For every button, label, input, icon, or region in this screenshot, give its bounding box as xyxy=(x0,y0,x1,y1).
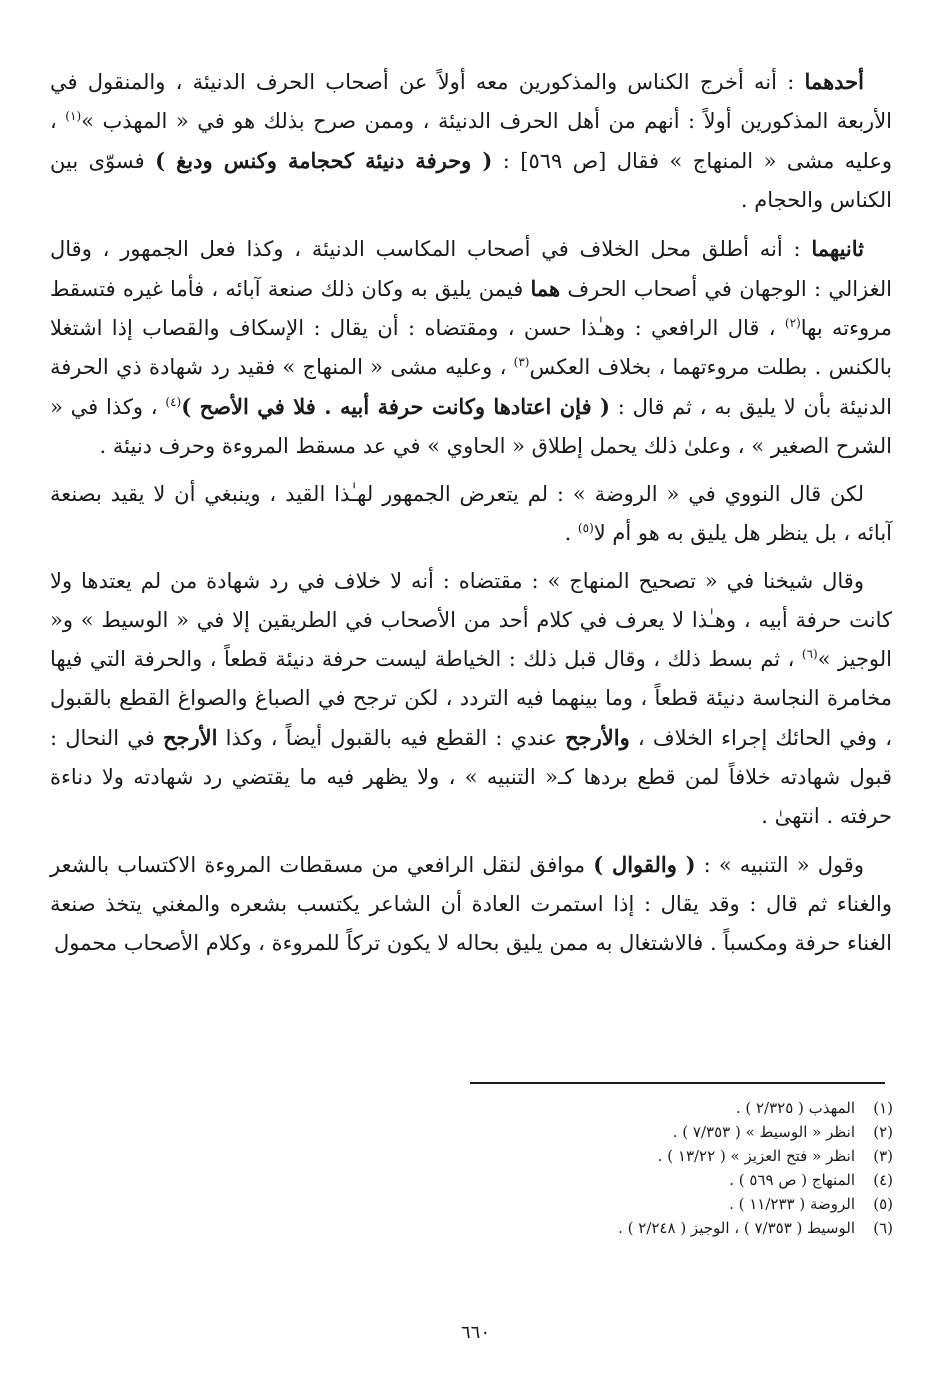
footnote-ref: (٣) xyxy=(513,355,530,369)
text-run: فسوّى بين الكناس والحجام . xyxy=(50,149,892,212)
footnote-ref: (٤) xyxy=(165,395,182,409)
bold-text: أحدهما xyxy=(804,69,864,94)
bold-text: ( فإن اعتادها وكانت حرفة أبيه . فلا في الأصح ) xyxy=(181,394,610,419)
page-number: ٦٦٠ xyxy=(460,1322,490,1343)
footnote-text: انظر « فتح العزيز » ( ١٣/٢٢ ) . xyxy=(657,1147,855,1165)
text-run: ، وعليه مشى « المنهاج » فقال [ص ٥٦٩] : xyxy=(50,109,893,173)
footnote-text: الوسيط ( ٧/٣٥٣ ) ، الوجيز ( ٢/٢٤٨ ) . xyxy=(618,1219,855,1237)
footnote xyxy=(393,1168,893,1192)
text-run: لكن قال النووي في « الروضة » : لم يتعرض الجمهور لهـٰذا القيد ، وينبغي أن لا يقيد بصنعة آبائه ، بل ينظر هل يليق به هو أم لا xyxy=(50,482,892,545)
paragraph xyxy=(50,845,892,963)
text-run: ، وعليه مشى « المنهاج » فقيد رد شهادة ذي الحرفة الدنيئة بأن لا يليق به ، ثم قال : xyxy=(50,355,893,419)
text-run: موافق لنقل الرافعي من مسقطات المروءة الاكتساب بالشعر والغناء ثم قال : وقد يقال : إذا استمرت العادة أن الشاعر يكتسب بشعره والمغني يتخذ صنعة الغناء حرفة ومكسباً . فالاشتغال به ممن يليق بحاله لا يكون تركاً للمروءة ، وكلام الأصحاب محمول xyxy=(50,853,892,955)
footnote-number: (٣) xyxy=(873,1147,893,1165)
footnote-text: المنهاج ( ص ٥٦٩ ) . xyxy=(729,1171,855,1189)
text-run: : أنه أطلق محل الخلاف في أصحاب المكاسب الدنيئة ، وكذا فعل الجمهور ، وقال الغزالي : الوجهان في أصحاب الحرف xyxy=(50,237,893,301)
text-run: : أنه أخرج الكناس والمذكورين معه أولاً عن أصحاب الحرف الدنيئة ، والمنقول في الأربعة المذكورين أولاً : أنهم من أهل الحرف الدنيئة ، وممن صرح بذلك هو في « المهذب » xyxy=(50,70,892,133)
bold-text: ( وحرفة دنيئة كحجامة وكنس ودبغ ) xyxy=(155,148,493,173)
main-text xyxy=(50,62,892,972)
footnote xyxy=(393,1144,893,1168)
footnote-text: الروضة ( ١١/٢٣٣ ) . xyxy=(729,1195,855,1213)
footnote-text: المهذب ( ٢/٣٢٥ ) . xyxy=(735,1099,855,1117)
footnote-ref: (٦) xyxy=(801,647,818,661)
text-run: في النحال : قبول شهادته خلافاً لمن قطع بردها كـ« التنبيه » ، ولا يظهر فيه ما يقتضي رد شهادته ولا دناءة حرفته . انتهىٰ . xyxy=(50,726,892,828)
footnote-ref: (٥) xyxy=(577,521,594,535)
footnote-ref: (١) xyxy=(65,109,82,123)
paragraph xyxy=(50,62,892,220)
text-run: ، ثم بسط ذلك ، وقال قبل ذلك : الخياطة ليست حرفة دنيئة قطعاً ، والحرفة التي فيها مخامرة النجاسة دنيئة قطعاً ، وما بينهما فيه التردد ، لكن ترجح في الصباغ والصواغ القطع بالقبول ، وفي الحائك إجراء الخلاف ، xyxy=(50,647,892,750)
footnote-number: (٥) xyxy=(873,1195,893,1213)
footnote-number: (٢) xyxy=(873,1123,893,1141)
footnote-separator xyxy=(470,1082,885,1084)
text-run: ، وكذا في « الشرح الصغير » ، وعلىٰ ذلك يحمل إطلاق « الحاوي » في عد مسقط المروءة وحرف دنيئة . xyxy=(50,395,892,458)
text-run: فيمن يليق به وكان ذلك صنعة آبائه ، فأما غيره فتسقط مروءته بها xyxy=(50,277,892,340)
footnote-number: (١) xyxy=(873,1099,893,1117)
text-run: عندي : القطع فيه بالقبول أيضاً ، وكذا xyxy=(217,726,566,750)
footnote xyxy=(393,1192,893,1216)
bold-text: ( والقوال ) xyxy=(593,852,696,877)
bold-text: الأرجح xyxy=(162,725,218,750)
footnote-ref: (٢) xyxy=(784,316,801,330)
text-run: ، قال الرافعي : وهـٰذا حسن ، ومقتضاه : أن يقال : الإسكاف والقصاب إذا اشتغلا بالكنس . بطلت مروءتهما ، بخلاف العكس xyxy=(50,316,892,379)
bold-text: هما xyxy=(530,276,561,301)
text-run: وقول « التنبيه » : xyxy=(695,853,864,877)
footnote-text: انظر « الوسيط » ( ٧/٣٥٣ ) . xyxy=(672,1123,855,1141)
footnote xyxy=(393,1096,893,1120)
text-run: . xyxy=(564,521,578,545)
footnotes xyxy=(393,1096,893,1240)
footnote-number: (٦) xyxy=(873,1219,893,1237)
bold-text: ثانيهما xyxy=(811,236,865,261)
paragraph xyxy=(50,229,892,466)
footnote xyxy=(393,1120,893,1144)
paragraph xyxy=(50,475,892,553)
bold-text: والأرجح xyxy=(565,725,630,750)
footnote xyxy=(393,1216,893,1240)
text-run: وقال شيخنا في « تصحيح المنهاج » : مقتضاه : أنه لا خلاف في رد شهادة من لم يعتدها ولا كانت حرفة أبيه ، وهـٰذا لا يعرف في كلام أحد من الأصحاب في الطريقين إلا في « الوسيط » و« الوجيز » xyxy=(50,569,893,671)
footnote-number: (٤) xyxy=(873,1171,893,1189)
paragraph xyxy=(50,562,892,836)
